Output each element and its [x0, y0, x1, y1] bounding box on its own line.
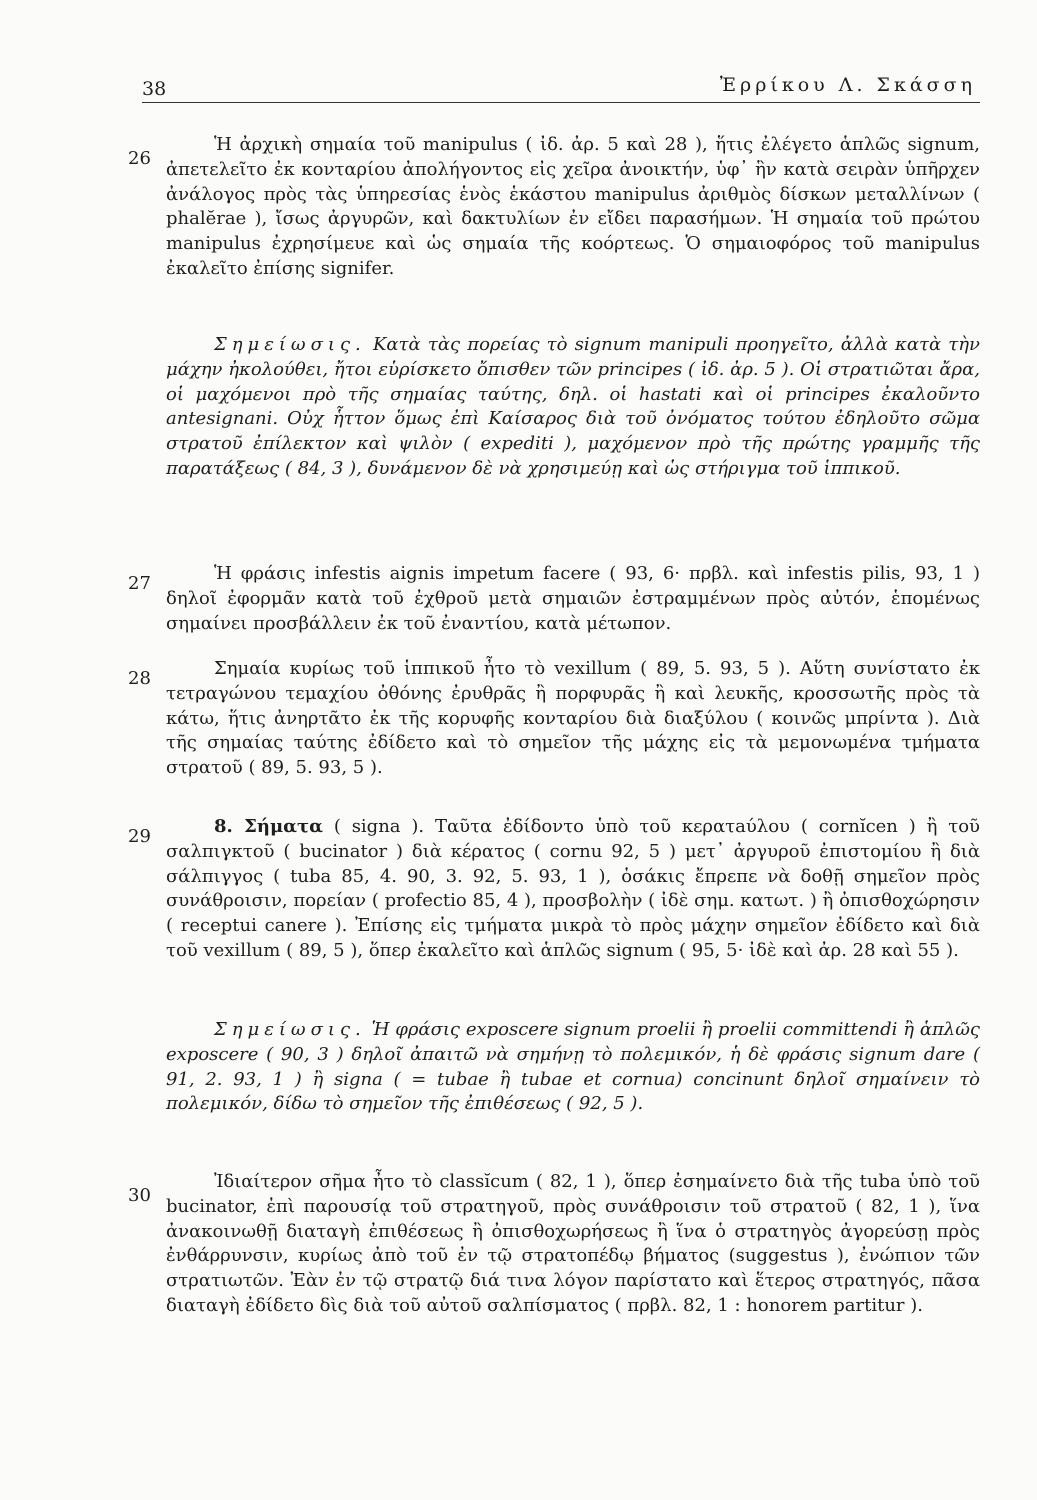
note-30-text: Ἰδιαίτερον σῆμα ἦτο τὸ classĭcum ( 82, 1 ), ὅπερ ἐσημαίνετο διὰ τῆς tuba ὑπὸ τοῦ bucinator, ἐπὶ παρουσίᾳ τοῦ στρατηγοῦ, πρὸς συνάθροισιν τοῦ στρατοῦ ( 82, 1 ), ἵνα ἀνακοινωθῇ διαταγὴ ἐπιθέσεως ἢ ὀπισθοχωρήσεως ἢ ἵνα ὁ στρατηγὸς ἀγορεύσῃ πρὸς ἐνθάρρυνσιν, κυρίως ἀπὸ τοῦ ἐν τῷ στρατοπέδῳ βήματος (suggestus ), ἐνώπιον τῶν στρατιωτῶν. Ἐὰν ἐν τῷ στρατῷ διά τινα λόγον παρίστατο καὶ ἕτερος στρατηγός, πᾶσα διαταγὴ ἐδίδετο δὶς διὰ τοῦ αὐτοῦ σαλπίσματος ( πρβλ. 82, 1 : honorem partitur ). [166, 1171, 980, 1316]
remark-label: Σημείωσις. [214, 1019, 366, 1040]
note-number-27: 27 [128, 573, 151, 594]
note-26-paragraph [166, 133, 980, 282]
section-heading: 8. Σήματα [214, 816, 323, 837]
note-number-28: 28 [128, 668, 151, 689]
note-28-paragraph [166, 657, 980, 781]
note-27-text: Ἡ φράσις infestis aignis impetum facere ( 93, 6· πρβλ. καὶ infestis pilis, 93, 1 ) δηλοῖ ἐφορμᾶν κατὰ τοῦ ἐχθροῦ μετὰ σημαιῶν ἐστραμμένων πρὸς αὐτόν, ἑπομένως σημαίνει προσβάλλειν ἐκ τοῦ ἐναντίου, κατὰ μέτωπον. [166, 563, 980, 634]
note-30-paragraph [166, 1170, 980, 1319]
note-29-paragraph [166, 815, 980, 964]
note-26-text: Ἡ ἀρχικὴ σημαία τοῦ manipulus ( ἰδ. ἀρ. 5 καὶ 28 ), ἥτις ἐλέγετο ἁπλῶς signum, ἀπετελεῖτο ἐκ κονταρίου ἀπολήγοντος εἰς χεῖρα ἀνοικτήν, ὑφ᾽ ἣν κατὰ σειρὰν ὑπῆρχεν ἀνάλογος πρὸς τὰς ὑπηρεσίας ἑνὸς ἑκάστου manipulus ἀριθμὸς δίσκων μεταλλίνων ( phalĕrae ), ἴσως ἀργυρῶν, καὶ δακτυλίων ἐν εἴδει παρασήμων. Ἡ σημαία τοῦ πρώτου manipulus ἐχρησίμευε καὶ ὡς σημαία τῆς κοόρτεως. Ὁ σημαιοφόρος τοῦ manipulus ἐκαλεῖτο ἐπίσης signifer. [166, 134, 980, 279]
note-27-paragraph [166, 562, 980, 636]
note-29-remark [166, 1018, 980, 1117]
note-29-remark-text: Ἡ φράσις exposcere signum proelii ἢ proelii committendi ἢ ἁπλῶς exposcere ( 90, 3 ) δηλοῖ ἀπαιτῶ νὰ σημήνῃ τὸ πολεμικόν, ἡ δὲ φράσις signum dare ( 91, 2. 93, 1 ) ἢ signa ( = tubae ἢ tubae et cornua) concinunt δηλοῖ σημαίνειν τὸ πολεμικόν, δίδω τὸ σημεῖον τῆς ἐπιθέσεως ( 92, 5 ). [166, 1019, 980, 1115]
running-title: Ἐρρίκου Λ. Σκάσση [719, 74, 976, 96]
remark-label: Σημείωσις. [214, 334, 366, 355]
note-28-text: Σημαία κυρίως τοῦ ἱππικοῦ ἦτο τὸ vexillum ( 89, 5. 93, 5 ). Αὕτη συνίστατο ἐκ τετραγώνου τεμαχίου ὀθόνης ἐρυθρᾶς ἢ πορφυρᾶς ἢ καὶ λευκῆς, κροσσωτῆς πρὸς τὰ κάτω, ἥτις ἀνηρτᾶτο ἐκ τῆς κορυφῆς κονταρίου διὰ διαξύλου ( κοινῶς μπρίντα ). Διὰ τῆς σημαίας ταύτης ἐδίδετο καὶ τὸ σημεῖον τῆς μάχης εἰς τὰ μεμονωμένα τμήματα στρατοῦ ( 89, 5. 93, 5 ). [166, 658, 980, 779]
page-number: 38 [142, 78, 167, 100]
note-26-remark [166, 333, 980, 482]
note-26-remark-text: Κατὰ τὰς πορείας τὸ signum manipuli προηγεῖτο, ἀλλὰ κατὰ τὴν μάχην ἠκολούθει, ἤτοι εὑρίσκετο ὄπισθεν τῶν principes ( ἰδ. ἀρ. 5 ). Οἱ στρατιῶται ἄρα, οἱ μαχόμενοι πρὸ τῆς σημαίας ταύτης, δηλ. οἱ hastati καὶ οἱ principes ἐκαλοῦντο antesignani. Οὐχ ἧττον ὅμως ἐπὶ Καίσαρος διὰ τοῦ ὀνόματος τούτου ἐδηλοῦτο σῶμα στρατοῦ ἐπίλεκτον καὶ ψιλὸν ( expediti ), μαχόμενον πρὸ τῆς πρώτης γραμμῆς τῆς παρατάξεως ( 84, 3 ), δυνάμενον δὲ νὰ χρησιμεύῃ καὶ ὡς στήριγμα τοῦ ἱππικοῦ. [166, 334, 980, 479]
page-header [142, 72, 980, 103]
note-number-30: 30 [128, 1185, 151, 1206]
note-29-text: ( signa ). Ταῦτα ἐδίδοντο ὑπὸ τοῦ κερατaύλου ( cornĭcen ) ἢ τοῦ σαλπιγκτοῦ ( bucinator ) διὰ κέρατος ( cornu 92, 5 ) μετ᾽ ἀργυροῦ ἐπιστομίου ἢ διὰ σάλπιγγος ( tuba 85, 4. 90, 3. 92, 5. 93, 1 ), ὁσάκις ἔπρεπε νὰ δοθῇ σημεῖον πρὸς συνάθροισιν, πορείαν ( profectio 85, 4 ), προσβολὴν ( ἰδὲ σημ. κατωτ. ) ἢ ὀπισθοχώρησιν ( receptui canere ). Ἐπίσης εἰς τμήματα μικρὰ τὸ πρὸς μάχην σημεῖον ἐδίδετο καὶ διὰ τοῦ vexillum ( 89, 5 ), ὅπερ ἐκαλεῖτο καὶ ἁπλῶς signum ( 95, 5· ἰδὲ καὶ ἀρ. 28 καὶ 55 ). [166, 816, 980, 961]
note-number-26: 26 [128, 148, 151, 169]
note-number-29: 29 [128, 826, 151, 847]
